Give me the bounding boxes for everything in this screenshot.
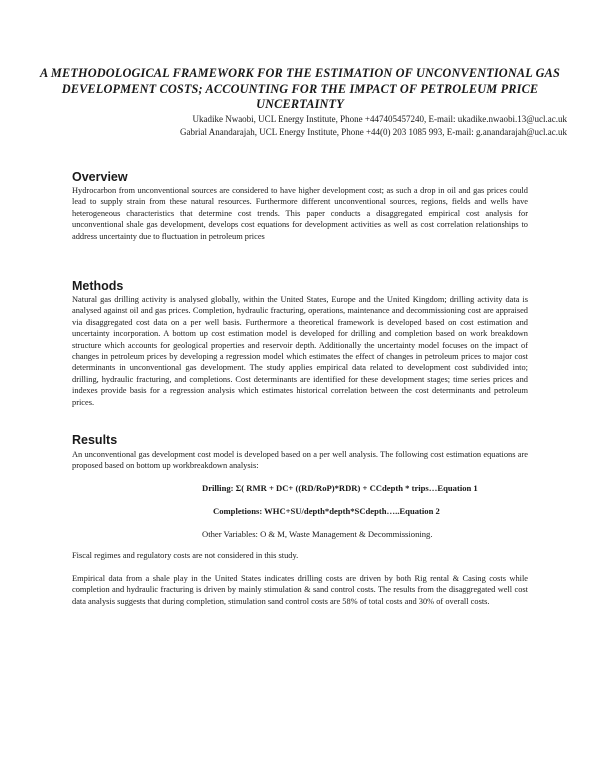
overview-heading: Overview [72,170,128,184]
equation-2: Completions: WHC+SU/depth*depth*SCdepth…..Equation 2 [213,506,440,516]
other-variables: Other Variables: O & M, Waste Management & Decommissioning. [202,529,433,539]
equation-1: Drilling: Σ( RMR + DC+ ((RD/RoP)*RDR) + CCdepth * trips…Equation 1 [202,483,478,493]
overview-paragraph: Hydrocarbon from unconventional sources are considered to have higher development cost; as such a drop in oil and gas prices could lead to supply strain from these natural resources. Furthermore different unconventional sources, regions, fields and wells have heterogeneous characteristics that determine cost trends. This paper conducts a disaggregated empirical cost analysis for unconventional shale gas development, develops cost equations for development activities as well as cost correlation relationships to address uncertainty due to fluctuation in petroleum prices [72,186,528,241]
results-intro-paragraph: An unconventional gas development cost model is developed based on a per well analysis. The following cost estimation equations are proposed based on bottom up workbreakdown analysis: [72,450,528,471]
fiscal-paragraph: Fiscal regimes and regulatory costs are not considered in this study. [72,551,299,560]
empirical-paragraph: Empirical data from a shale play in the United States indicates drilling costs are driven by both Rig rental & Casing costs while completion and hydraulic fracturing is driven by mainly stimulation & sand control costs. The results from the disaggregated well cost data analysis suggests that during completion, stimulation sand control costs are 58% of total costs and 30% of overall costs. [72,574,528,606]
results-heading: Results [72,433,118,447]
paper-title: A METHODOLOGICAL FRAMEWORK FOR THE ESTIMATION OF UNCONVENTIONAL GAS DEVELOPMENT COSTS; ACCOUNTING FOR THE IMPACT OF PETROLEUM PRICE UNCERTAINTY [40,66,561,111]
author-line-2: Gabrial Anandarajah, UCL Energy Institute, Phone +44(0) 203 1085 993, E-mail: g.anandarajah@ucl.ac.uk [179,126,567,137]
methods-paragraph: Natural gas drilling activity is analysed globally, within the United States, Europe and the United Kingdom; drilling activity data is analysed against oil and gas prices. Completion, hydraulic fracturing, operations, maintenance and decommissioning cost are appraised via disaggregated cost data on a per well basis. Furthermore a theoretical framework is developed based on cost estimation and uncertainty incorporation. A bottom up cost estimation model is developed for drilling and completion based on work breakdown structure which accounts for geological properties and reservoir depth. Additionally the uncertainty model focuses on the impact of changes in petroleum prices by developing a regression model which estimates the effect of changes in petroleum prices to major cost determinants in unconventional gas development. The study applies empirical data related to development cost subdivided into; drilling, hydraulic fracturing, and completions. Cost determinants are identified for these development stages; time series prices and indexes provide basis for a regression analysis which estimates historical correlation between the cost determinants and petroleum prices. [72,295,528,407]
author-line-1: Ukadike Nwaobi, UCL Energy Institute, Phone +447405457240, E-mail: ukadike.nwaobi.13@ucl.ac.uk [192,114,567,124]
author-block [87,113,567,138]
methods-heading: Methods [72,279,124,293]
